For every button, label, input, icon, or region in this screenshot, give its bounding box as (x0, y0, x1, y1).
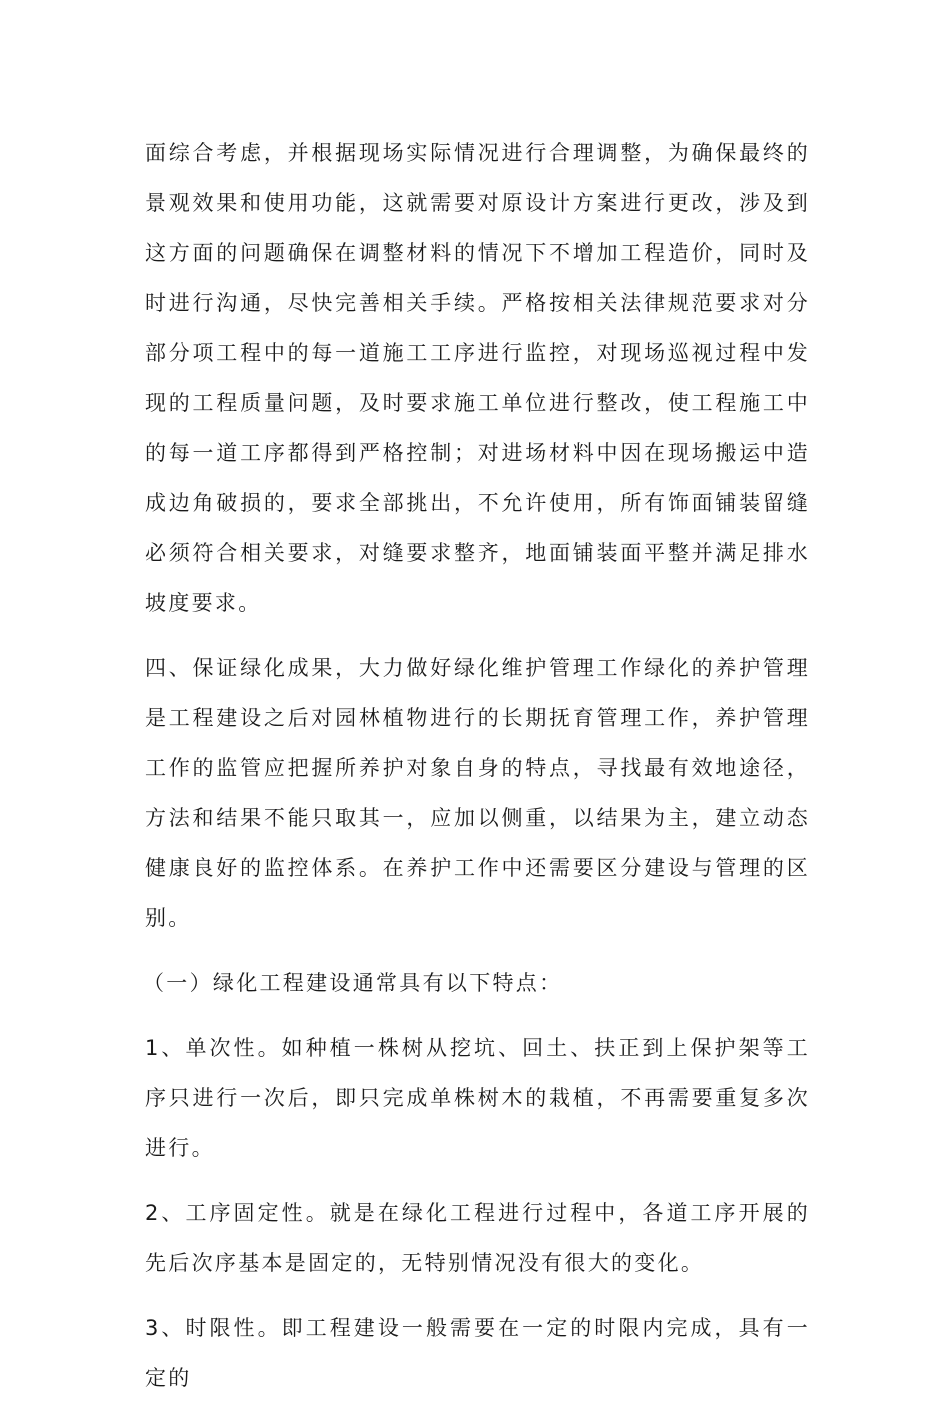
paragraph-site-adjustment: 面综合考虑，并根据现场实际情况进行合理调整，为确保最终的景观效果和使用功能，这就需要对原设计方案进行更改，涉及到这方面的问题确保在调整材料的情况下不增加工程造价，同时及时进行沟通，尽快完善相关手续。严格按相关法律规范要求对分部分项工程中的每一道施工工序进行监控，对现场巡视过程中发现的工程质量问题，及时要求施工单位进行整改，使工程施工中的每一道工序都得到严格控制；对进场材料中因在现场搬运中造成边角破损的，要求全部挑出，不允许使用，所有饰面铺装留缝必须符合相关要求，对缝要求整齐，地面铺装面平整并满足排水坡度要求。 (145, 141, 810, 615)
list-item-time-limit: 3、时限性。即工程建设一般需要在一定的时限内完成，具有一定的 (145, 1316, 810, 1390)
document-body (145, 128, 810, 1418)
paragraph-greening-maintenance: 四、保证绿化成果，大力做好绿化维护管理工作绿化的养护管理是工程建设之后对园林植物进行的长期抚育管理工作，养护管理工作的监管应把握所养护对象自身的特点，寻找最有效地途径，方法和结果不能只取其一，应加以侧重，以结果为主，建立动态健康良好的监控体系。在养护工作中还需要区分建设与管理的区别。 (145, 656, 810, 930)
list-item-fixed-procedure: 2、工序固定性。就是在绿化工程进行过程中，各道工序开展的先后次序基本是固定的，无特别情况没有很大的变化。 (145, 1201, 810, 1275)
subheading-construction-features: （一）绿化工程建设通常具有以下特点： (143, 971, 563, 995)
list-item-single-occurrence: 1、单次性。如种植一株树从挖坑、回土、扶正到上保护架等工序只进行一次后，即只完成单株树木的栽植，不再需要重复多次进行。 (145, 1036, 810, 1160)
